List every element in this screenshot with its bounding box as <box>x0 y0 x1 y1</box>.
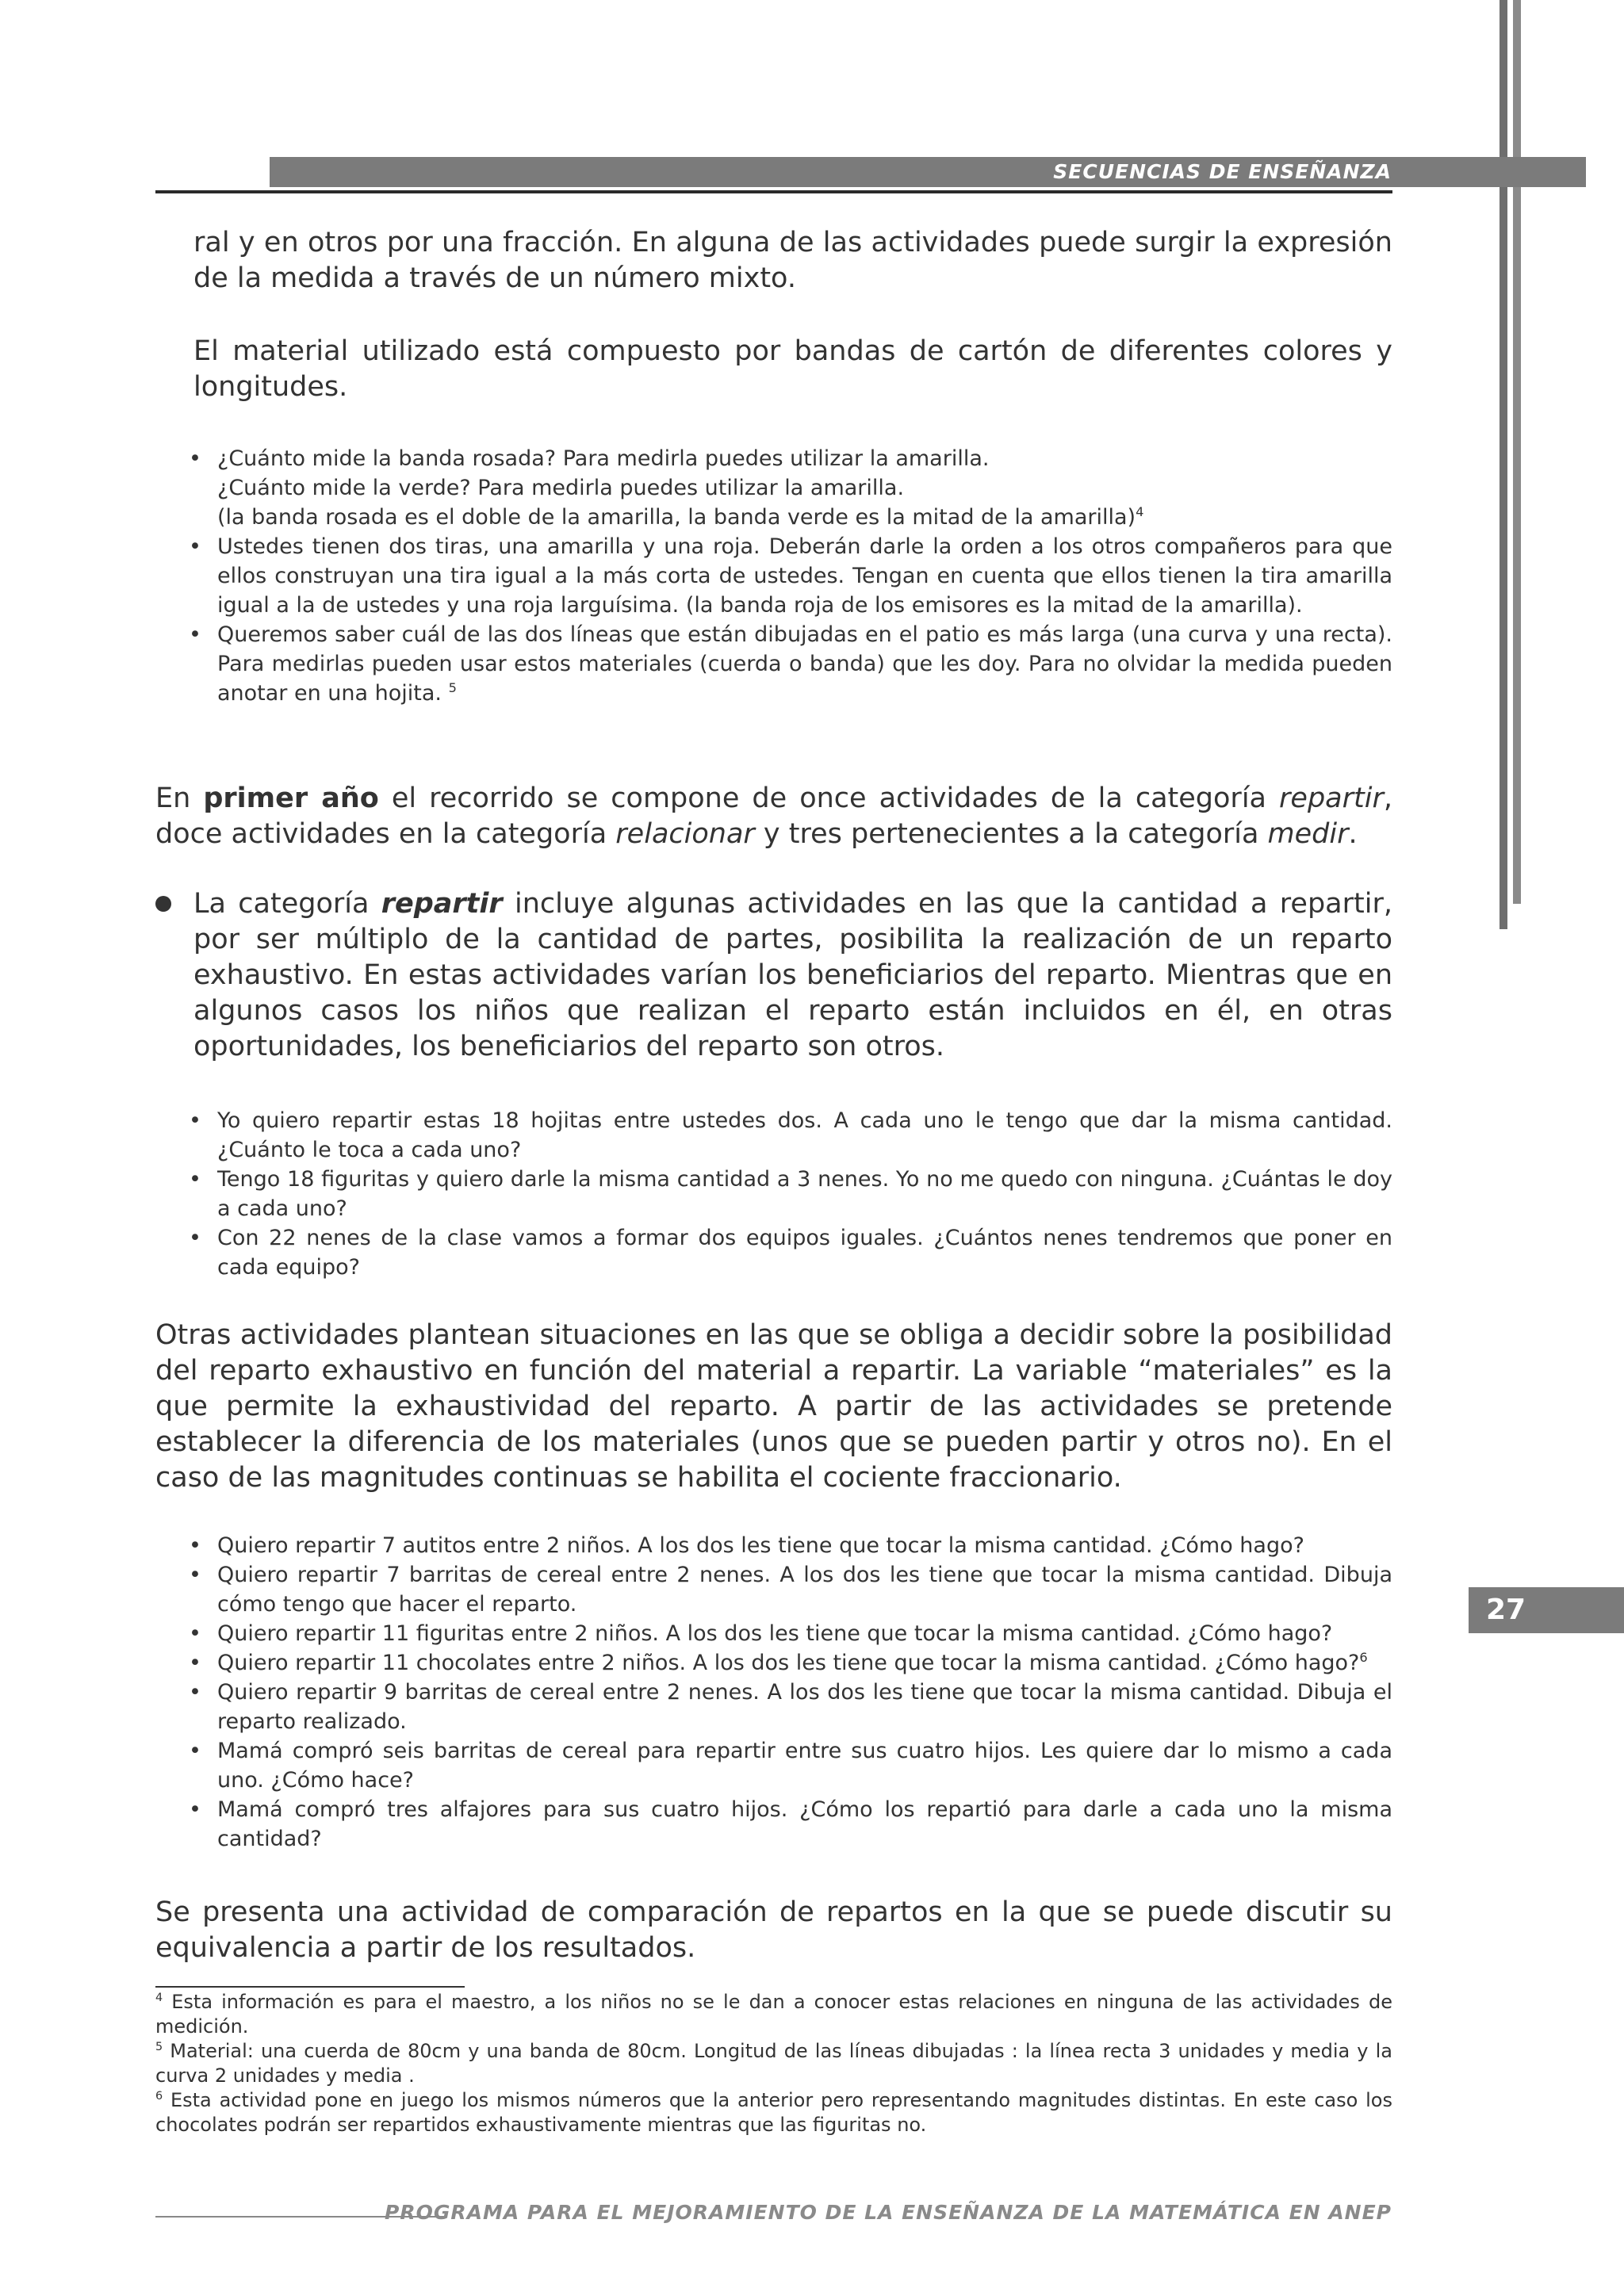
activity-list-1 <box>155 444 1392 708</box>
list-item-text: Quiero repartir 11 chocolates entre 2 niños. A los dos les tiene que tocar la misma cantidad. ¿Cómo hago? <box>217 1651 1360 1675</box>
list-item-text: Queremos saber cuál de las dos líneas que están dibujadas en el patio es más larga (una curva y una recta). Para medirlas pueden usar estos materiales (cuerda o banda) que les doy. Para no olvidar la medida pueden anotar en una hojita. <box>217 622 1392 706</box>
header-rule <box>155 190 1392 193</box>
list-item: • Ustedes tienen dos tiras, una amarilla y una roja. Deberán darle la orden a los otros compañeros para que ellos construyan una tira igual a la más corta de ustedes. Tengan en cuenta que ellos tienen la tira amarilla igual a la de ustedes y una roja larguísima. (la banda roja de los emisores es la mitad de la amarilla). <box>155 532 1392 620</box>
emphasis-bold-italic: repartir <box>381 888 503 920</box>
text-run: el recorrido se compone de once actividades de la categoría <box>378 783 1280 814</box>
text-run: incluye algunas actividades en las que la cantidad a repartir, por ser múltiplo de la cantidad de partes, posibilita la realización de un reparto exhaustivo. En estas actividades varían los beneficiarios del reparto. Mientras que en algunos casos los niños que realizan el reparto están incluidos en él, en otras oportunidades, los beneficiarios del reparto son otros. <box>193 888 1392 1062</box>
text-run: y tres pertenecientes a la categoría <box>754 818 1268 850</box>
footnote-rule <box>155 1986 465 1988</box>
list-item: • Quiero repartir 11 figuritas entre 2 niños. A los dos les tiene que tocar la misma cantidad. ¿Cómo hago? <box>155 1619 1392 1648</box>
footnote-text: Esta información es para el maestro, a los niños no se le dan a conocer estas relaciones en ninguna de las actividades de medición. <box>155 1991 1392 2038</box>
list-item: • Quiero repartir 7 barritas de cereal entre 2 nenes. A los dos les tiene que tocar la misma cantidad. Dibuja cómo tengo que hacer el reparto. <box>155 1560 1392 1619</box>
intro-paragraph-2: El material utilizado está compuesto por bandas de cartón de diferentes colores y longitudes. <box>193 335 1392 403</box>
otras-section <box>155 1318 1392 1496</box>
footnotes <box>155 1990 1392 2137</box>
first-year-paragraph <box>155 781 1392 852</box>
page-number: 27 <box>1469 1587 1624 1633</box>
list-item <box>155 620 1392 708</box>
bullet-dot-icon <box>155 896 171 912</box>
emphasis-italic: medir <box>1267 818 1349 850</box>
activity-list-3 <box>155 1531 1392 1854</box>
footnote-ref: 5 <box>448 680 457 695</box>
footnote-number: 6 <box>155 2090 163 2103</box>
first-year-section <box>155 781 1392 852</box>
repartir-paragraph <box>155 886 1392 1065</box>
footnote-number: 5 <box>155 2041 163 2053</box>
text-run: La categoría <box>193 888 381 920</box>
header-title: SECUENCIAS DE ENSEÑANZA <box>1053 160 1392 183</box>
footnote-text: Esta actividad pone en juego los mismos números que la anterior pero representando magnitudes distintas. En este caso los chocolates podrán ser repartidos exhaustivamente mientras que las figuritas no. <box>155 2089 1392 2136</box>
list-item: • Tengo 18 figuritas y quiero darle la misma cantidad a 3 nenes. Yo no me quedo con ninguna. ¿Cuántas le doy a cada uno? <box>155 1165 1392 1223</box>
footnote-text: Material: una cuerda de 80cm y una banda de 80cm. Longitud de las líneas dibujadas : la línea recta 3 unidades y media y la curva 2 unidades y media . <box>155 2040 1392 2087</box>
emphasis-bold: primer año <box>203 783 379 814</box>
footnote <box>155 2039 1392 2088</box>
footnote-number: 4 <box>155 1992 163 2004</box>
list-item-line: ¿Cuánto mide la verde? Para medirla puedes utilizar la amarilla. <box>217 476 905 500</box>
emphasis-italic: repartir <box>1279 783 1384 814</box>
repartir-section <box>155 886 1392 1065</box>
list-item <box>155 444 1392 532</box>
list-item: • Quiero repartir 7 autitos entre 2 niños. A los dos les tiene que tocar la misma cantidad. ¿Cómo hago? <box>155 1531 1392 1560</box>
footer-text: PROGRAMA PARA EL MEJORAMIENTO DE LA ENSEÑANZA DE LA MATEMÁTICA EN ANEP <box>385 2201 1392 2224</box>
list-item: • Con 22 nenes de la clase vamos a formar dos equipos iguales. ¿Cuántos nenes tendremos que poner en cada equipo? <box>155 1223 1392 1282</box>
list-item-line: ¿Cuánto mide la banda rosada? Para medirla puedes utilizar la amarilla. <box>217 446 990 471</box>
text-run: En <box>155 783 204 814</box>
comparacion-section <box>155 1895 1392 1966</box>
list-item: • Quiero repartir 9 barritas de cereal entre 2 nenes. A los dos les tiene que tocar la misma cantidad. Dibuja el reparto realizado. <box>155 1678 1392 1736</box>
text-run: , doce actividades en la categoría <box>155 783 1392 850</box>
text-run: . <box>1348 818 1358 850</box>
footnote <box>155 2088 1392 2137</box>
list-item <box>155 1648 1392 1678</box>
activity-list-2 <box>155 1106 1392 1282</box>
footnote <box>155 1990 1392 2039</box>
comparacion-paragraph: Se presenta una actividad de comparación de repartos en la que se puede discutir su equivalencia a partir de los resultados. <box>155 1896 1392 1964</box>
intro-section <box>155 225 1392 405</box>
list-item: • Mamá compró tres alfajores para sus cuatro hijos. ¿Cómo los repartió para darle a cada uno la misma cantidad? <box>155 1795 1392 1854</box>
list-item: • Yo quiero repartir estas 18 hojitas entre ustedes dos. A cada uno le tengo que dar la misma cantidad. ¿Cuánto le toca a cada uno? <box>155 1106 1392 1165</box>
intro-paragraph-1: ral y en otros por una fracción. En alguna de las actividades puede surgir la expresión de la medida a través de un número mixto. <box>193 227 1392 294</box>
footnote-ref: 4 <box>1136 504 1144 519</box>
list-item: • Mamá compró seis barritas de cereal para repartir entre sus cuatro hijos. Les quiere dar lo mismo a cada uno. ¿Cómo hace? <box>155 1736 1392 1795</box>
otras-paragraph: Otras actividades plantean situaciones en las que se obliga a decidir sobre la posibilidad del reparto exhaustivo en función del material a repartir. La variable “materiales” es la que permite la exhaustividad del reparto. A partir de las actividades se pretende establecer la diferencia de los materiales (unos que se pueden partir y otros no). En el caso de las magnitudes continuas se habilita el cociente fraccionario. <box>155 1319 1392 1494</box>
footnote-ref: 6 <box>1359 1650 1368 1665</box>
right-vertical-bar-light <box>1513 0 1521 904</box>
emphasis-italic: relacionar <box>615 818 755 850</box>
list-item-line: (la banda rosada es el doble de la amarilla, la banda verde es la mitad de la amarilla) <box>217 505 1136 530</box>
right-vertical-bar <box>1500 0 1507 929</box>
